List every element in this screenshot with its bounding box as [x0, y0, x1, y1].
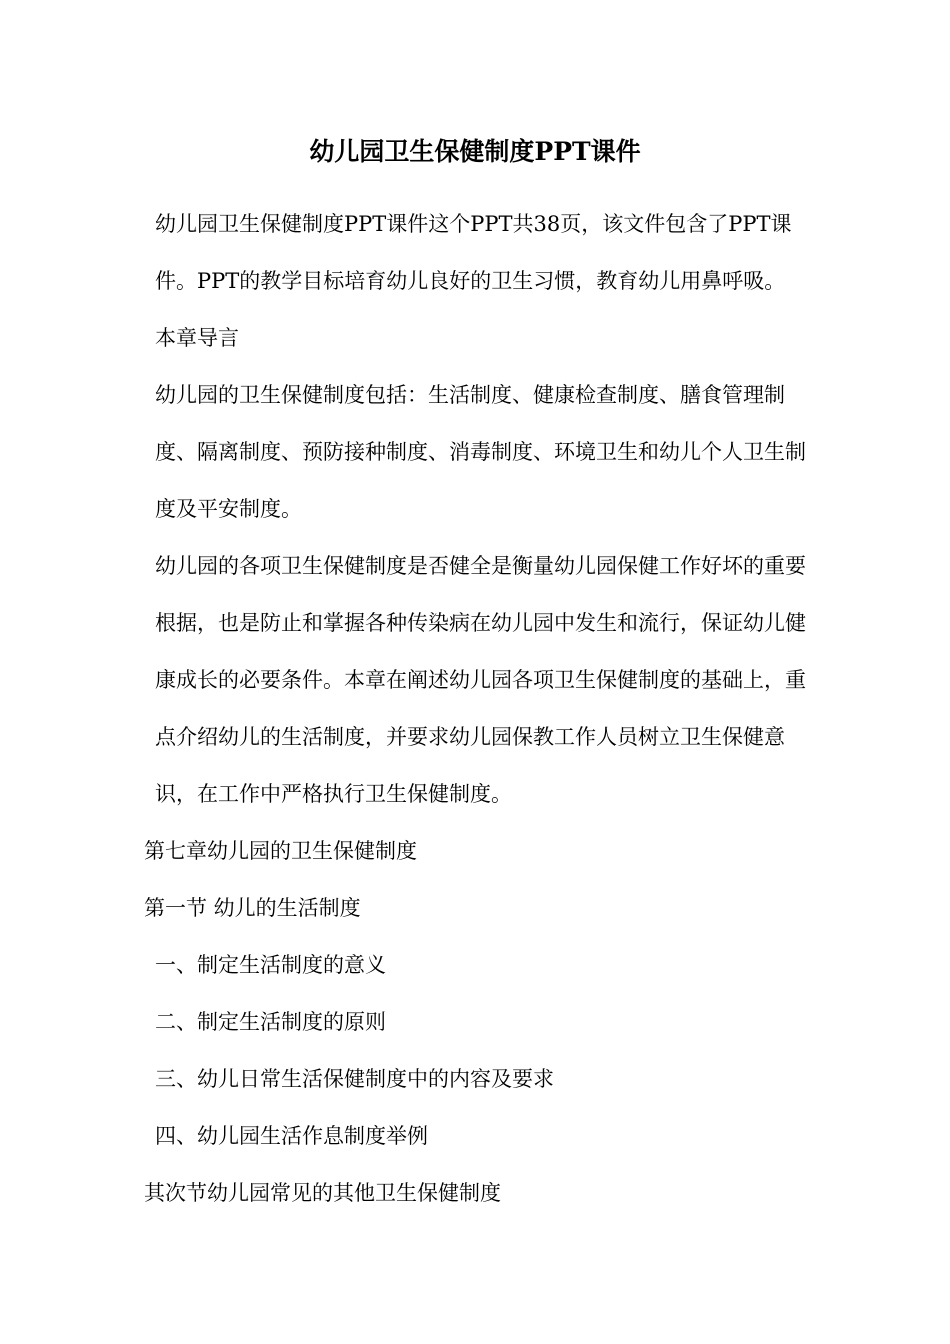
section-heading-2: 其次节幼儿园常见的其他卫生保健制度	[144, 1181, 501, 1205]
section-heading-1: 第一节 幼儿的生活制度	[144, 896, 361, 920]
chapter-heading: 第七章幼儿园的卫生保健制度	[144, 839, 417, 863]
outline-item-3: 三、幼儿日常生活保健制度中的内容及要求	[155, 1067, 554, 1091]
paragraph-system-list: 幼儿园的卫生保健制度包括：生活制度、健康检查制度、膳食管理制度、隔离制度、预防接种制度、消毒制度、环境卫生和幼儿个人卫生制度及平安制度。	[155, 383, 806, 521]
document-title: 幼儿园卫生保健制度PPT课件	[309, 137, 641, 166]
paragraph-importance: 幼儿园的各项卫生保健制度是否健全是衡量幼儿园保健工作好坏的重要根据，也是防止和掌握各种传染病在幼儿园中发生和流行，保证幼儿健康成长的必要条件。本章在阐述幼儿园各项卫生保健制度的基础上，重点介绍幼儿的生活制度，并要求幼儿园保教工作人员树立卫生保健意识，在工作中严格执行卫生保健制度。	[155, 554, 806, 806]
document-body	[144, 196, 808, 1222]
outline-item-1: 一、制定生活制度的意义	[155, 953, 386, 977]
outline-item-4: 四、幼儿园生活作息制度举例	[155, 1124, 428, 1148]
paragraph-intro: 幼儿园卫生保健制度PPT课件这个PPT共38页，该文件包含了PPT课件。PPT的教学目标培育幼儿良好的卫生习惯，教育幼儿用鼻呼吸。 本章导言	[155, 212, 792, 350]
outline-item-2: 二、制定生活制度的原则	[155, 1010, 386, 1034]
